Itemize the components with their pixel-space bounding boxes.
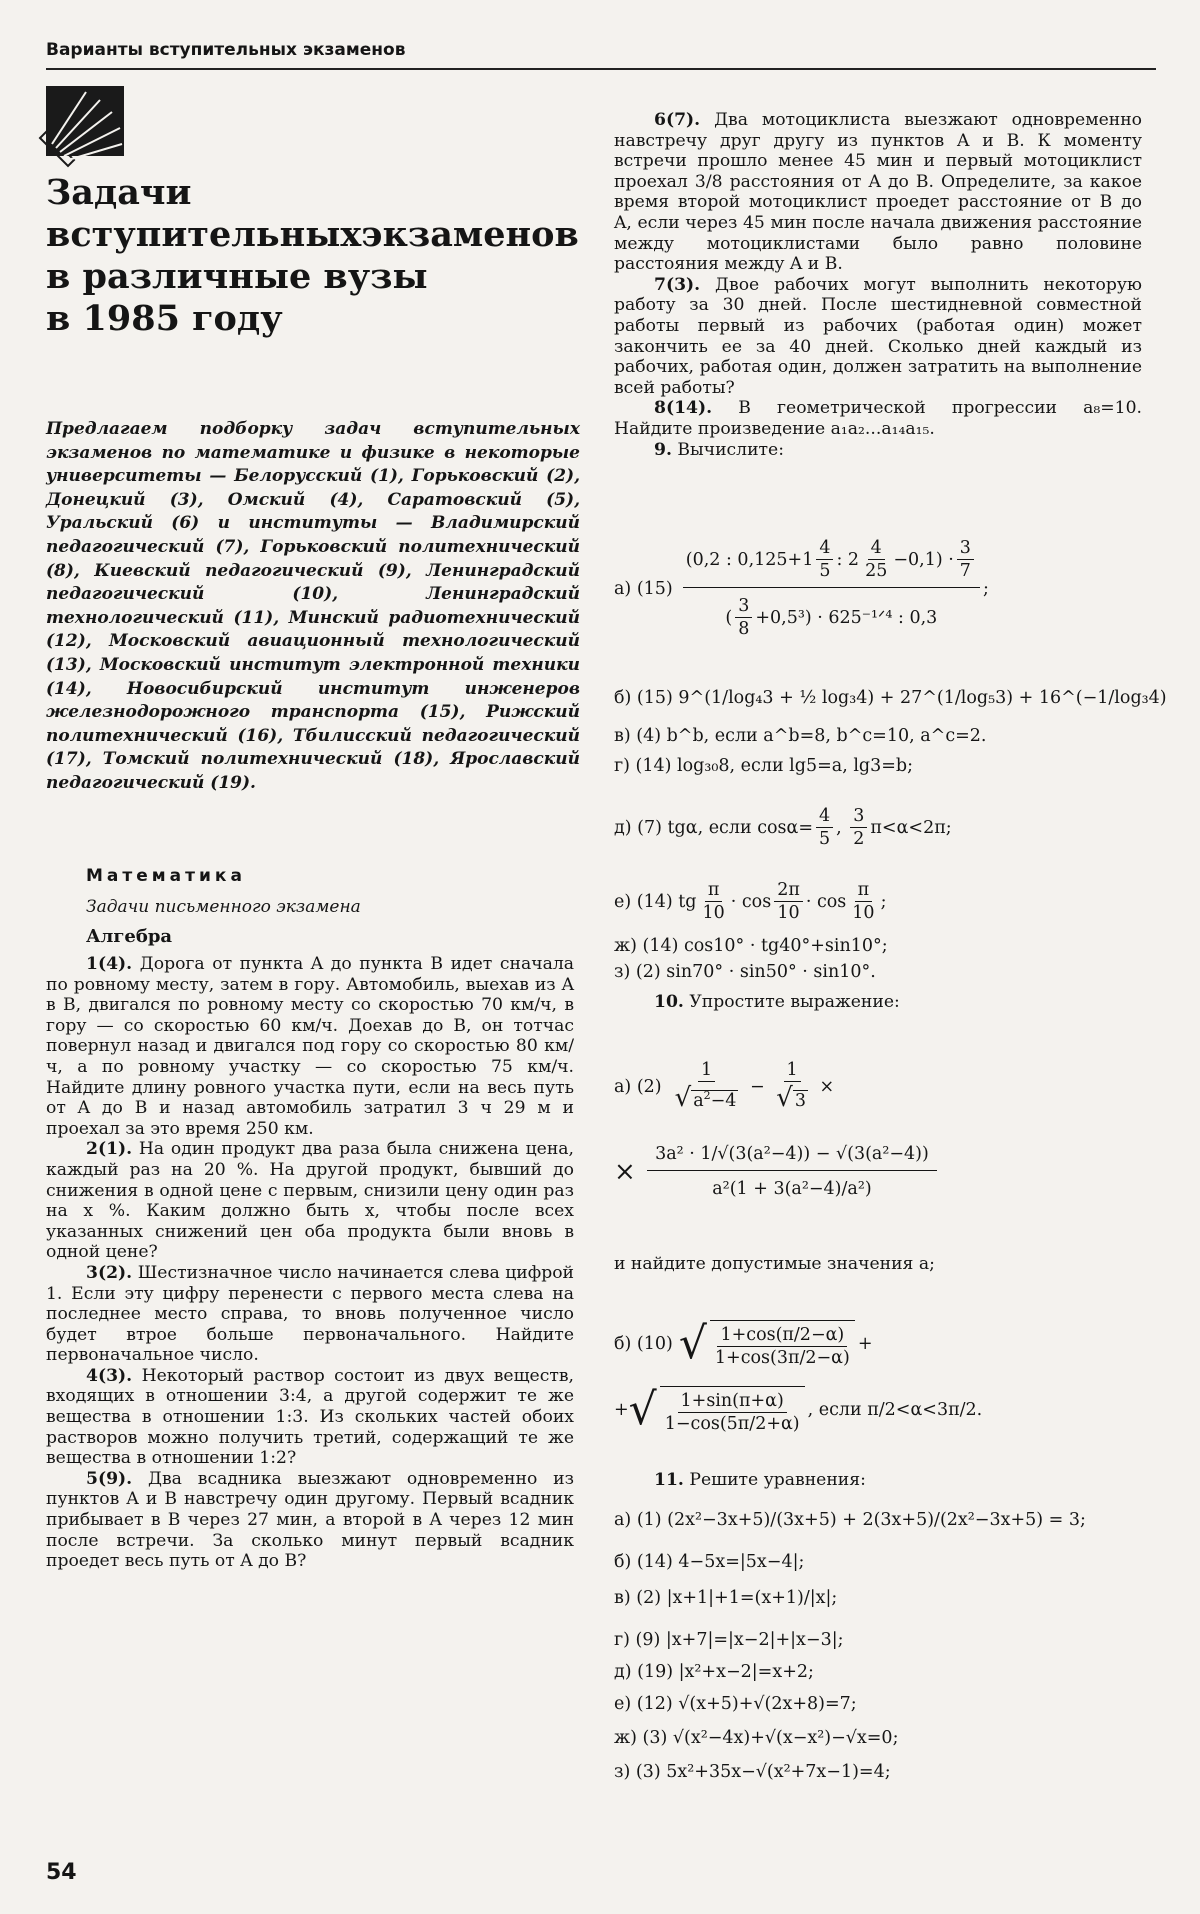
task-9b: б) (15) 9^(1/log₄3 + ½ log₃4) + 27^(1/log₅3) + 16^(−1/log₃4) <box>614 688 1167 708</box>
task-9e: е) (14) tg $\frac{\pi}{10}$ · cos $\frac{2\pi}{10}$ · cos $\frac{\pi}{10}$ ; <box>614 880 887 923</box>
task-9-heading: 9. Вычислите: <box>654 439 785 460</box>
problem-8: 8(14). В геометрической прогрессии a₈=10. Найдите произведение a₁a₂...a₁₄a₁₅. <box>614 398 1143 439</box>
task-11z: з) (3) 5x²+35x−√(x²+7x−1)=4; <box>614 1762 891 1782</box>
problem-7: 7(3). Двое рабочих могут выполнить некоторую работу за 30 дней. После шестидневной совместной работы первый из рабочих (работая один) может закончить ее за 40 дней. Сколько дней каждый из рабочих, работая один, должен затратить на выполнение всей работы? <box>614 274 1142 398</box>
title-line: экзаменов <box>361 214 579 255</box>
task-11b: б) (14) 4−5x=|5x−4|; <box>614 1552 805 1572</box>
task-9z: з) (2) sin70° · sin50° · sin10°. <box>614 962 876 982</box>
title-line: вступительных <box>46 214 362 255</box>
task-9d: д) (7) tgα, если cosα= $\frac{4}{5}$ , $\frac{3}{2}$ π<α<2π; <box>614 806 952 849</box>
title-line: Задачи <box>46 172 192 213</box>
task-11d: д) (19) |x²+x−2|=x+2; <box>614 1662 814 1682</box>
task-10a-tail: и найдите допустимые значения a; <box>614 1254 935 1274</box>
left-column <box>46 954 574 1572</box>
task-9zh: ж) (14) cos10° · tg40°+sin10°; <box>614 936 888 956</box>
article-title <box>46 172 579 340</box>
task-11g: г) (9) |x+7|=|x−2|+|x−3|; <box>614 1630 844 1650</box>
task-9a: а) (15) (0,2 : 0,125+1 $\frac{4}{5}$ : 2 $\frac{4}{25}$ −0,1) · $\frac{3}{7}$ ( $\frac{3}{8}$ +0,5³) · 625⁻¹ᐟ⁴ : 0,3 ; <box>614 538 989 639</box>
problem-2: 2(1). На один продукт два раза была снижена цена, каждый раз на 20 %. На другой продукт, бывший до снижения в одной цене с первым, снизили цену один раз на x %. Каким должно быть x, чтобы после всех указанных снижений цен оба продукта были вновь в одной цене? <box>46 1139 574 1263</box>
problem-4: 4(3). Некоторый раствор состоит из двух веществ, входящих в отношении 3:4, а другой содержит те же вещества в отношении 1:3. Из скольких частей обоих растворов можно получить третий, содержащий те же вещества в отношении 1:2? <box>46 1365 574 1469</box>
fan-logo-icon <box>38 86 124 172</box>
title-line: в различные вузы <box>46 256 428 297</box>
problem-6: 6(7). Два мотоциклиста выезжают одновременно навстречу друг другу из пунктов A и B. К моменту встречи прошло менее 45 мин и первый мотоциклист проехал 3/8 расстояния от A до B. Определите, за какое время второй мотоциклист проедет расстояние от B до A, если через 45 мин после начала движения расстояние между мотоциклистами было равно половине расстояния между A и B. <box>614 110 1142 275</box>
task-11-heading: 11. Решите уравнения: <box>654 1470 866 1490</box>
intro-paragraph: Предлагаем подборку задач вступительных экзаменов по математике и физике в некоторые университеты — Белорусский (1), Горьковский (2), Донецкий (3), Омский (4), Саратовский (5), Уральский (6) и институты — Владимирский педагогический (7), Горьковский политехнический (8), Киевский педагогический (9), Ленинградский педагогический (10), Ленинградский технологический (11), Минский радиотехнический (12), Московский авиационный технологический (13), Московский институт электронной техники (14), Новосибирский институт инженеров железнодорожного транспорта (15), Рижский политехнический (16), Тбилисский педагогический (17), Томский политехнический (18), Ярославский педагогический (19). <box>46 419 580 793</box>
problem-1: 1(4). Дорога от пункта A до пункта B идет сначала по ровному месту, затем в гору. Автомобиль, выехав из A в B, двигался по ровному месту со скоростью 70 км/ч, в гору — со скоростью 60 км/ч. Доехав до B, он тотчас повернул назад и двигался под гору со скоростью 80 км/ч, а по ровному участку — со скоростью 75 км/ч. Найдите длину ровного участка пути, если на весь путь от A до B и назад автомобиль затратил 3 ч 29 м и проехал за это время 250 км. <box>46 954 574 1139</box>
problem-3: 3(2). Шестизначное число начинается слева цифрой 1. Если эту цифру перенести с первого места слева на последнее место справа, то вновь полученное число будет втрое больше первоначального. Найдите первоначальное число. <box>46 1262 574 1366</box>
task-10b: б) (10) √ $\frac{1+\cos(\pi/2-\alpha)}{1+\cos(3\pi/2-\alpha)}$ + <box>614 1318 873 1369</box>
task-11e: е) (12) √(x+5)+√(2x+8)=7; <box>614 1694 857 1714</box>
task-10-heading: 10. Упростите выражение: <box>654 992 900 1012</box>
task-11a: а) (1) (2x²−3x+5)/(3x+5) + 2(3x+5)/(2x²−3x+5) = 3; <box>614 1510 1086 1530</box>
task-9g: г) (14) log₃₀8, если lg5=a, lg3=b; <box>614 756 914 776</box>
task-10a-product: × $\frac{\text{3a² · 1/√(3(a²−4)) − √(3(a²−4))}}{\text{a²(1 + 3(a²−4)/a²)}}$ <box>614 1144 940 1199</box>
problem-5: 5(9). Два всадника выезжают одновременно из пунктов A и B навстречу один другому. Первый всадник прибывает в B через 27 мин, а второй в A через 12 мин после встречи. За сколько минут первый всадник проедет весь путь от A до B? <box>46 1468 574 1572</box>
task-9v: в) (4) b^b, если a^b=8, b^c=10, a^c=2. <box>614 726 987 746</box>
title-line: в 1985 году <box>46 298 283 339</box>
section-heading: Математика <box>86 866 246 886</box>
subsection-heading: Задачи письменного экзамена <box>86 897 361 917</box>
page-number: 54 <box>46 1860 77 1885</box>
right-column-text <box>614 110 1142 460</box>
task-10a: а) (2) $\frac{1}{√ a^2-4}$ − $\frac{1}{√ 3}$ × <box>614 1060 835 1113</box>
task-11v: в) (2) |x+1|+1=(x+1)/|x|; <box>614 1588 838 1608</box>
running-head: Варианты вступительных экзаменов <box>46 40 1156 70</box>
task-10b-cont: + √ $\frac{1+\sin(\pi+\alpha)}{1-\cos(5\pi/2+\alpha)}$ , если π/2<α<3π/2. <box>614 1384 983 1435</box>
subsubsection-heading: Алгебра <box>86 926 173 947</box>
task-11zh: ж) (3) √(x²−4x)+√(x−x²)−√x=0; <box>614 1728 899 1748</box>
